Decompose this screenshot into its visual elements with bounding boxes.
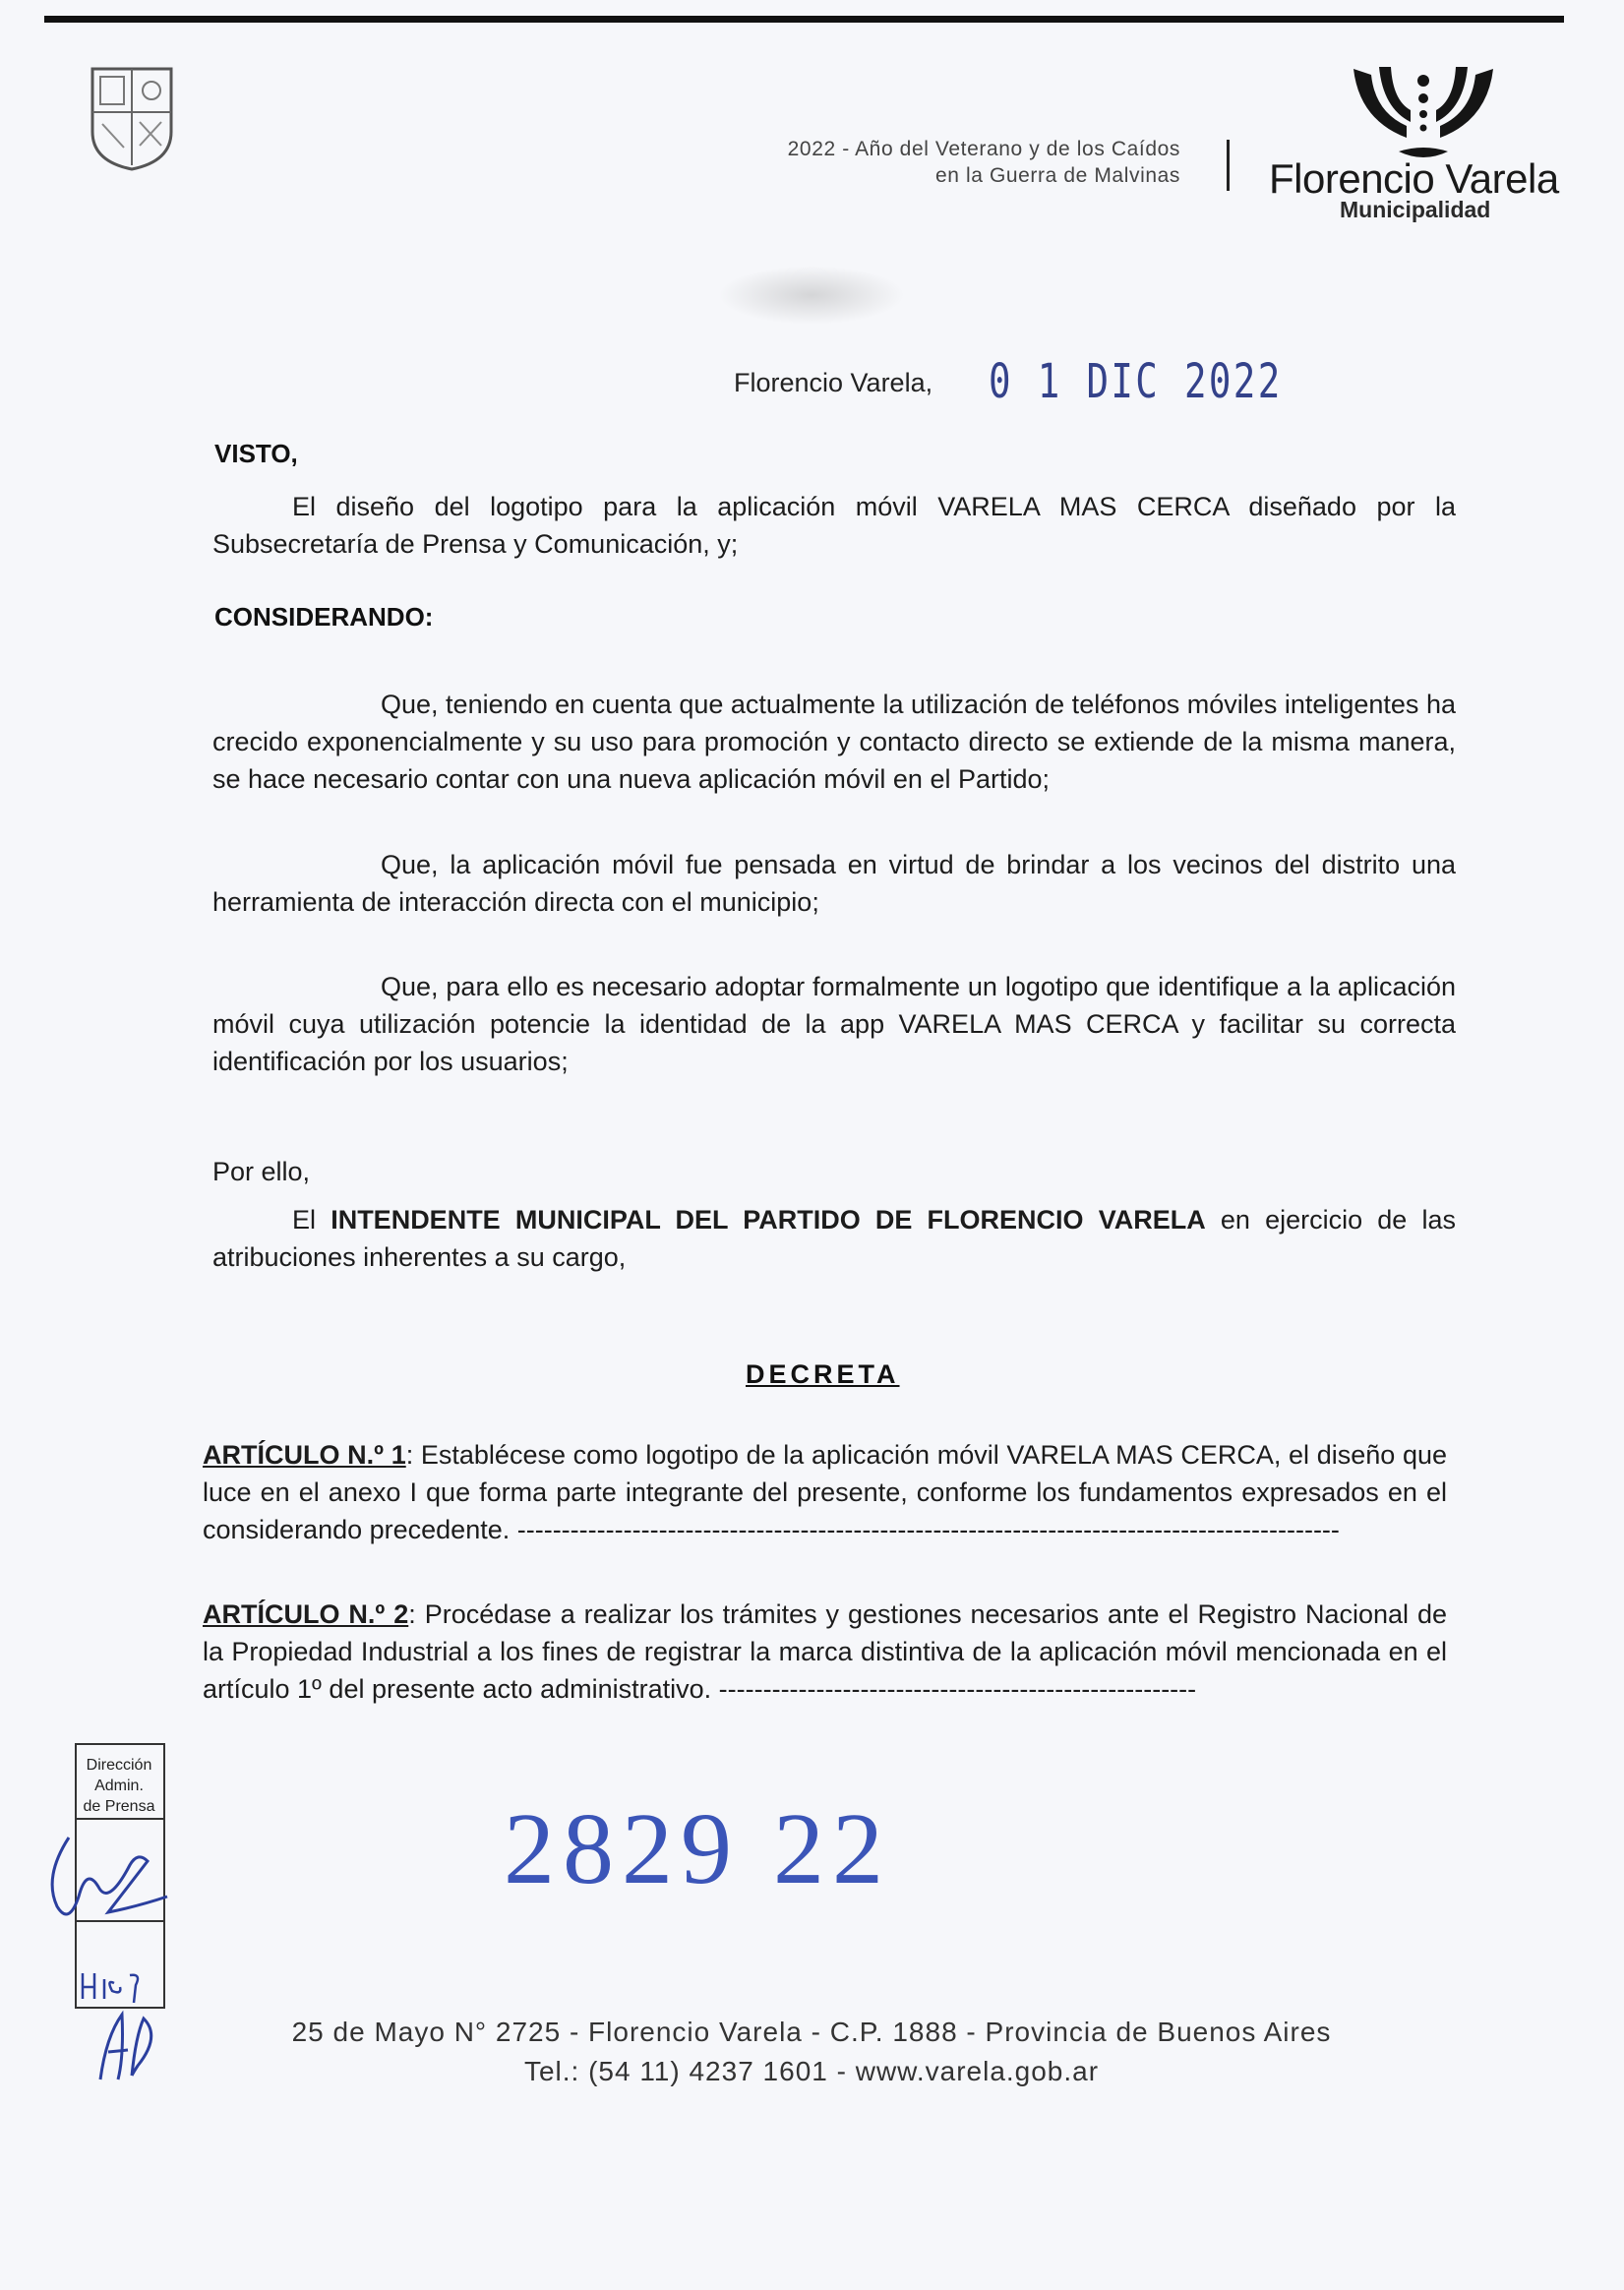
article-2 xyxy=(203,1596,1447,1708)
footer-contact: Tel.: (54 11) 4237 1601 - www.varela.gob.ar xyxy=(523,2056,1100,2086)
brand-subtitle: Municipalidad xyxy=(1340,197,1491,222)
article-1 xyxy=(203,1436,1447,1548)
top-rule xyxy=(44,16,1564,23)
municipal-seal-icon xyxy=(87,63,177,173)
header-divider xyxy=(1227,140,1230,191)
approval-box-divider-1 xyxy=(75,1818,163,1820)
scan-smudge xyxy=(718,266,905,325)
florencio-varela-logo-icon xyxy=(1350,61,1497,159)
article-2-text: : Procédase a realizar los trámites y gestiones necesarios ante el Registro Nacional de la Propiedad Industrial a los fines de registrar la marca distintiva de la aplicación móvil mencionada en el artículo 1º del presente acto administrativo. ------------------------------------------------------ xyxy=(203,1599,1447,1704)
approval-line-3: de Prensa xyxy=(83,1798,155,1815)
date-stamp: 0 1 DIC 2022 xyxy=(989,354,1283,409)
approval-line-2: Admin. xyxy=(94,1778,144,1794)
signature-initial-2 xyxy=(77,1965,155,2005)
decreta-heading: DECRETA xyxy=(746,1359,900,1389)
approval-box-label xyxy=(77,1755,161,1817)
decree-number: 2829 22 xyxy=(504,1792,891,1905)
por-ello-post: en ejercicio de las atribuciones inherentes a su cargo, xyxy=(212,1205,1456,1272)
considerando-heading: CONSIDERANDO: xyxy=(214,602,434,632)
considerando-paragraph-3: Que, para ello es necesario adoptar formalmente un logotipo que identifique a la aplicación móvil cuya utilización potencie la identidad de la app VARELA MAS CERCA y facilitar su correcta identificación por los usuarios; xyxy=(212,972,1456,1076)
por-ello-paragraph xyxy=(212,1201,1456,1276)
signature-initial-1 xyxy=(39,1828,177,1936)
visto-heading: VISTO, xyxy=(214,439,298,468)
article-2-label: ARTÍCULO N.º 2 xyxy=(203,1599,409,1629)
brand-name: Florencio Varela xyxy=(1269,155,1559,202)
date-label: Florencio Varela, xyxy=(734,368,933,397)
por-ello-label: Por ello, xyxy=(212,1157,311,1186)
considerando-paragraph-2: Que, la aplicación móvil fue pensada en virtud de brindar a los vecinos del distrito una herramienta de interacción directa con el municipio; xyxy=(212,850,1456,917)
motto-line-2: en la Guerra de Malvinas xyxy=(934,164,1180,187)
signature-initial-3 xyxy=(94,2007,163,2085)
motto-line-1: 2022 - Año del Veterano y de los Caídos xyxy=(787,138,1180,160)
article-1-text: : Establécese como logotipo de la aplicación móvil VARELA MAS CERCA, el diseño que luce en el anexo I que forma parte integrante del presente, conforme los fundamentos expresados en el considerando precedente. --------------------------------------------------------------------------------------------- xyxy=(203,1440,1447,1544)
year-motto xyxy=(630,136,1180,189)
authority-name: INTENDENTE MUNICIPAL DEL PARTIDO DE FLORENCIO VARELA xyxy=(331,1205,1206,1235)
footer-address: 25 de Mayo N° 2725 - Florencio Varela - C.P. 1888 - Provincia de Buenos Aires xyxy=(291,2017,1332,2047)
por-ello-pre: El xyxy=(292,1205,317,1235)
article-1-label: ARTÍCULO N.º 1 xyxy=(203,1440,406,1470)
approval-line-1: Dirección xyxy=(86,1757,152,1774)
visto-text: El diseño del logotipo para la aplicación móvil VARELA MAS CERCA diseñado por la Subsecretaría de Prensa y Comunicación, y; xyxy=(212,492,1456,559)
considerando-paragraph-1: Que, teniendo en cuenta que actualmente la utilización de teléfonos móviles inteligentes ha crecido exponencialmente y su uso para promoción y contacto directo se extiende de la misma manera, se hace necesario contar con una nueva aplicación móvil en el Partido; xyxy=(212,690,1456,794)
